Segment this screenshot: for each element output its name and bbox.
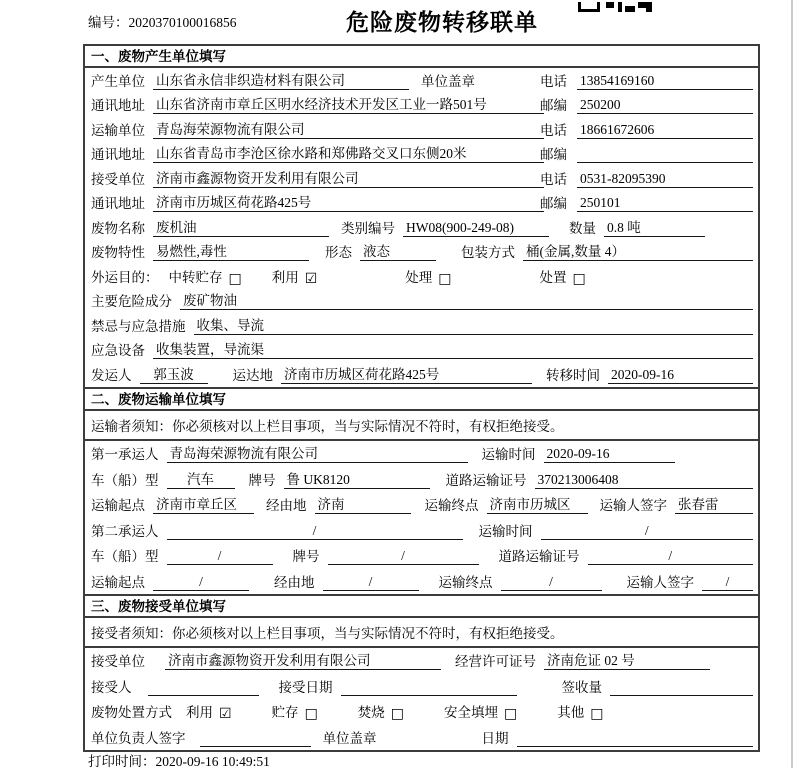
purpose-transit-storage-label: 中转贮存 [168, 269, 223, 285]
plate-number-value: 鲁 UK8120 [284, 468, 430, 489]
checkbox-unchecked-icon: □ [438, 270, 452, 287]
emergency-equipment-value: 收集装置，导流渠 [153, 338, 753, 359]
transporter-value: 青岛海荣源物流有限公司 [153, 118, 544, 139]
vehicle-type-label: 车（船）型 [91, 472, 159, 488]
producer-phone-value: 13854169160 [577, 73, 753, 90]
recipient-row [85, 673, 758, 699]
qr-code-fragment-icon [578, 0, 652, 10]
checkbox-unchecked-icon: □ [304, 706, 318, 722]
disposal-other-label: 其他 [557, 705, 585, 720]
vehicle-row-2 [85, 543, 758, 569]
receiving-unit-label: 接受单位 [91, 654, 145, 669]
phone-label: 电话 [540, 122, 567, 138]
form-label: 形态 [325, 245, 352, 260]
waste-character-label: 废物特性 [91, 245, 145, 260]
carrier-signature-label: 运输人签字 [599, 498, 667, 513]
purpose-disposal-label: 处置 [539, 269, 567, 285]
zip-label: 邮编 [540, 147, 567, 162]
transporter-label: 运输单位 [91, 122, 145, 138]
recipient-value [148, 695, 259, 696]
category-code-label: 类别编号 [341, 220, 395, 236]
section-receiver-title: 三、废物接受单位填写 [85, 594, 758, 618]
plate-number-label: 牌号 [292, 549, 320, 564]
print-time-value: 2020-09-16 10:49:51 [155, 754, 270, 768]
receiver-address-row [85, 191, 758, 216]
road-license-label: 道路运输证号 [445, 472, 527, 488]
waste-name-row [85, 215, 758, 240]
address-label: 通讯地址 [91, 147, 145, 162]
emergency-measures-row [85, 313, 758, 338]
hazard-component-value: 废矿物油 [180, 289, 753, 310]
transporter-phone-value: 18661672606 [577, 122, 753, 139]
transporter-zip-value [577, 162, 753, 163]
emergency-equipment-label: 应急设备 [91, 343, 145, 358]
transporter-address-value: 山东省青岛市李沧区徐水路和郑佛路交叉口东侧20米 [153, 142, 544, 163]
transport-time-2-value: / [541, 523, 754, 540]
waste-character-value: 易燃性,毒性 [153, 240, 309, 261]
second-carrier-label: 第二承运人 [91, 523, 159, 539]
producer-address-row [85, 93, 758, 118]
packing-value: 桶(金属,数量 4） [523, 240, 753, 261]
date-value [517, 746, 754, 747]
transport-time-value: 2020-09-16 [544, 446, 675, 463]
producer-zip-value: 250200 [577, 97, 753, 114]
received-amount-label: 签收量 [561, 679, 602, 695]
road-license-2-value: / [588, 548, 754, 565]
print-time [88, 750, 270, 768]
route-via-label: 经由地 [266, 498, 307, 513]
purpose-treatment-label: 处理 [405, 269, 433, 285]
section-transporter-title: 二、废物运输单位填写 [85, 387, 758, 411]
route-origin-label: 运输起点 [91, 498, 145, 513]
hazard-component-label: 主要危险成分 [91, 294, 172, 309]
receiver-value: 济南市鑫源物资开发利用有限公司 [153, 167, 544, 188]
transporter-row [85, 117, 758, 142]
route-origin-value: 济南市章丘区 [153, 493, 254, 514]
scan-edge-artifact [791, 0, 793, 768]
section-transporter [85, 387, 758, 594]
date-label: 日期 [481, 730, 509, 746]
phone-label: 电话 [540, 73, 567, 89]
route-via-2-value: / [323, 574, 419, 591]
route-origin-2-value: / [153, 574, 249, 591]
hazard-component-row [85, 289, 758, 314]
transfer-time-label: 转移时间 [546, 367, 600, 383]
transport-time-label: 运输时间 [478, 523, 533, 539]
phone-label: 电话 [540, 171, 567, 187]
disposal-storage-label: 贮存 [271, 705, 299, 720]
disposal-incineration-label: 焚烧 [357, 705, 385, 720]
vehicle-type-value: 汽车 [167, 468, 235, 489]
print-time-label: 打印时间： [88, 754, 156, 768]
transfer-time-value: 2020-09-16 [608, 367, 753, 384]
vehicle-row-1 [85, 466, 758, 492]
doc-number-label: 编号： [88, 15, 129, 30]
zip-label: 邮编 [540, 98, 567, 113]
road-license-label: 道路运输证号 [498, 549, 580, 564]
route-end-label: 运输终点 [438, 574, 493, 590]
purpose-recycle-label: 利用 [271, 269, 299, 285]
receiving-unit-value: 济南市鑫源物资开发利用有限公司 [165, 649, 441, 670]
route-row-1 [85, 492, 758, 518]
second-carrier-value: / [167, 523, 463, 540]
receive-date-label: 接受日期 [278, 679, 333, 695]
doc-number-value: 2020370100016856 [128, 15, 237, 30]
waste-name-value: 废机油 [153, 216, 329, 237]
producer-value: 山东省永信非织造材料有限公司 [153, 69, 409, 90]
receiving-unit-row [85, 648, 758, 674]
transport-time-label: 运输时间 [481, 447, 536, 462]
plate-number-2-value: / [328, 548, 479, 565]
packing-label: 包装方式 [461, 245, 515, 260]
shipper-row [85, 362, 758, 387]
route-end-value: 济南市历城区 [487, 493, 588, 514]
shipper-label: 发运人 [91, 367, 132, 383]
receiver-notice: 接受者须知：你必须核对以上栏目事项，当与实际情况不符时，有权拒绝接受。 [85, 618, 758, 648]
zip-label: 邮编 [540, 196, 567, 211]
permit-number-label: 经营许可证号 [455, 654, 536, 669]
form-value: 液态 [360, 240, 436, 261]
address-label: 通讯地址 [91, 196, 145, 211]
plate-number-label: 牌号 [248, 472, 276, 488]
receiver-label: 接受单位 [91, 171, 145, 187]
waste-name-label: 废物名称 [91, 220, 145, 236]
head-signature-value [200, 746, 311, 747]
vehicle-type-label: 车（船）型 [91, 549, 159, 564]
recipient-label: 接受人 [91, 679, 132, 695]
checkbox-unchecked-icon: □ [228, 270, 242, 287]
section-producer [85, 46, 758, 387]
quantity-label: 数量 [569, 220, 596, 236]
quantity-value: 0.8 吨 [604, 216, 705, 237]
transporter-notice: 运输者须知：你必须核对以上栏目事项，当与实际情况不符时，有权拒绝接受。 [85, 411, 758, 441]
route-end-label: 运输终点 [424, 498, 479, 513]
transfer-purpose-row [85, 264, 758, 289]
unit-seal-label: 单位盖章 [421, 73, 475, 89]
checkbox-unchecked-icon: □ [572, 270, 586, 287]
receiver-phone-value: 0531-82095390 [577, 171, 753, 188]
route-end-2-value: / [501, 574, 602, 591]
address-label: 通讯地址 [91, 98, 145, 113]
producer-row [85, 68, 758, 93]
carrier-signature-2-value: / [702, 574, 753, 591]
producer-label: 产生单位 [91, 73, 145, 89]
receiver-zip-value: 250101 [577, 195, 753, 212]
first-carrier-label: 第一承运人 [91, 447, 159, 462]
shipper-value: 郭玉波 [140, 363, 208, 384]
second-carrier-row [85, 517, 758, 543]
emergency-measures-label: 禁忌与应急措施 [91, 318, 186, 334]
section-producer-title: 一、废物产生单位填写 [85, 46, 758, 68]
carrier-signature-label: 运输人签字 [626, 574, 694, 590]
checkbox-unchecked-icon: □ [390, 706, 405, 722]
checkbox-unchecked-icon: □ [504, 706, 518, 722]
checkbox-unchecked-icon: □ [590, 706, 604, 722]
waste-character-row [85, 240, 758, 265]
route-via-value: 济南 [315, 493, 411, 514]
route-origin-label: 运输起点 [91, 574, 145, 590]
permit-number-value: 济南危证 02 号 [544, 649, 710, 670]
disposal-method-label: 废物处置方式 [91, 705, 172, 720]
checkbox-checked-icon: ☑ [304, 270, 318, 287]
receiver-address-value: 济南市历城区荷花路425号 [153, 191, 544, 212]
head-signature-label: 单位负责人签字 [91, 730, 186, 746]
page-title: 危险废物转移联单 [346, 9, 538, 35]
road-license-value: 370213006408 [535, 472, 754, 489]
checkbox-checked-icon: ☑ [219, 706, 232, 722]
head-signature-row [85, 724, 758, 750]
route-row-2 [85, 568, 758, 594]
first-carrier-value: 青岛海荣源物流有限公司 [167, 442, 468, 463]
emergency-measures-value: 收集、导流 [194, 314, 754, 335]
route-via-label: 经由地 [274, 574, 315, 590]
manifest-form [83, 44, 760, 752]
emergency-equipment-row [85, 338, 758, 363]
transfer-purpose-label: 外运目的： [91, 269, 159, 285]
carrier-signature-value: 张春雷 [675, 493, 753, 514]
destination-value: 济南市历城区荷花路425号 [281, 363, 532, 384]
disposal-landfill-label: 安全填埋 [444, 705, 499, 720]
received-amount-value [610, 695, 753, 696]
transporter-address-row [85, 142, 758, 167]
receive-date-value [341, 695, 517, 696]
vehicle-type-2-value: / [167, 548, 273, 565]
producer-address-value: 山东省济南市章丘区明水经济技术开发区工业一路501号 [153, 93, 544, 114]
category-code-value: HW08(900-249-08) [403, 220, 549, 237]
section-receiver [85, 594, 758, 750]
first-carrier-row [85, 441, 758, 467]
receiver-row [85, 166, 758, 191]
unit-seal-label: 单位盖章 [322, 730, 377, 746]
destination-label: 运达地 [232, 367, 273, 383]
disposal-method-row [85, 699, 758, 725]
disposal-recycle-label: 利用 [186, 705, 213, 720]
